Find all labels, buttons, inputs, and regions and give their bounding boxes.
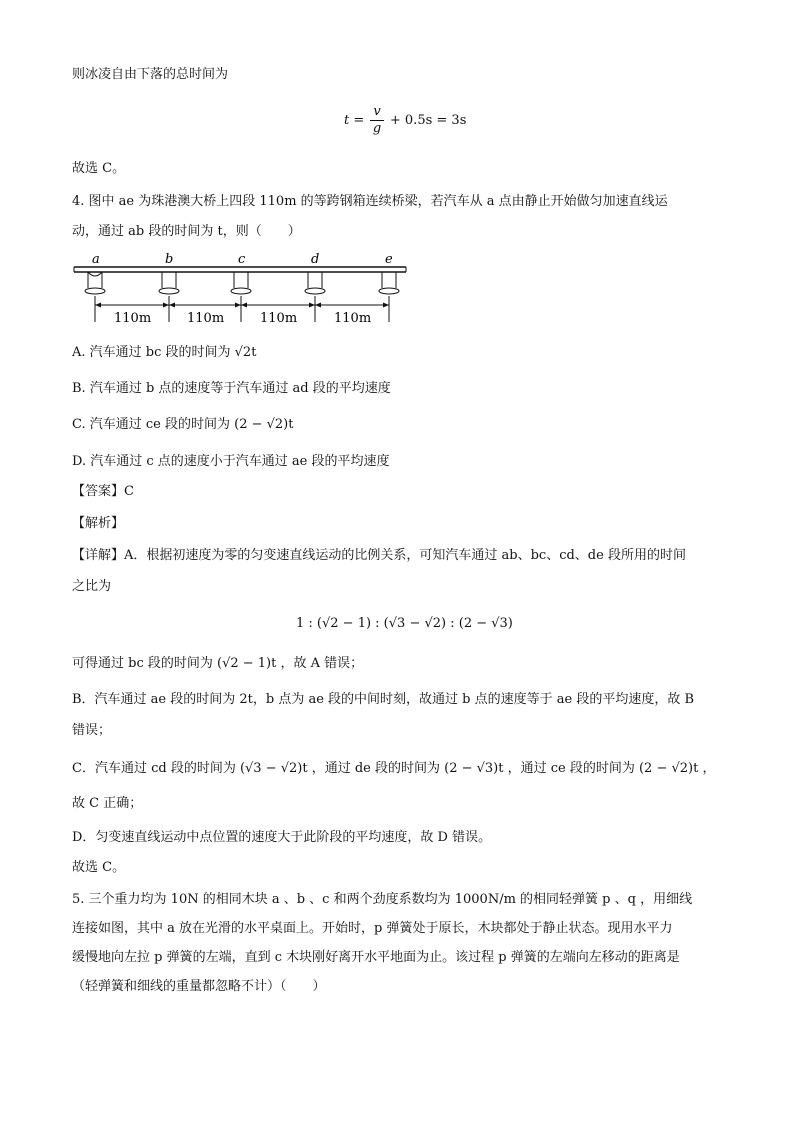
point-label-b: b	[165, 252, 174, 267]
ratio-formula: 1 : (√2 − 1) : (√3 − √2) : (2 − √3)	[296, 616, 513, 631]
detail-line1: 【详解】A．根据初速度为零的匀变速直线运动的比例关系，可知汽车通过 ab、bc、cd、de 段所用的时间	[72, 548, 686, 563]
span-label-2: 110m	[187, 311, 225, 326]
point-label-c: c	[238, 252, 246, 267]
option-b: B. 汽车通过 b 点的速度等于汽车通过 ad 段的平均速度	[72, 381, 391, 396]
analysis-heading: 【解析】	[72, 516, 125, 531]
time-formula	[344, 104, 466, 137]
fraction	[370, 104, 383, 137]
detail-c-line1: C．汽车通过 cd 段的时间为 (√3 − √2)t ，通过 de 段的时间为 (2 − √3)t ，通过 ce 段的时间为 (2 − √2)t ，	[72, 761, 716, 776]
option-d: D. 汽车通过 c 点的速度小于汽车通过 ae 段的平均速度	[72, 454, 390, 469]
bridge-figure	[72, 250, 412, 330]
point-label-a: a	[92, 252, 100, 267]
question-5-line3: 缓慢地向左拉 p 弹簧的左端，直到 c 木块刚好离开水平地面为止。该过程 p 弹簧的左端向左移动的距离是	[72, 950, 680, 965]
fraction-numerator: v	[370, 104, 383, 121]
text-line: 则冰凌自由下落的总时间为	[72, 67, 229, 82]
pier-b	[159, 272, 179, 294]
formula-lhs: t =	[344, 113, 365, 128]
pier-e	[379, 272, 399, 294]
formula-rhs: + 0.5s = 3s	[389, 113, 467, 128]
detail-d: D．匀变速直线运动中点位置的速度大于此阶段的平均速度，故 D 错误。	[72, 830, 492, 845]
span-label-3: 110m	[260, 311, 298, 326]
question-5-line1: 5. 三个重力均为 10N 的相同木块 a 、b 、c 和两个劲度系数均为 1000N/m 的相同轻弹簧 p 、q ，用细线	[72, 892, 693, 907]
detail-line2: 之比为	[72, 579, 112, 594]
detail-a-result: 可得通过 bc 段的时间为 (√2 − 1)t ，故 A 错误；	[72, 656, 364, 671]
pier-d	[305, 272, 325, 294]
fraction-denominator: g	[372, 121, 382, 136]
pier-a	[85, 272, 105, 294]
detail-b-line2: 错误；	[72, 723, 112, 738]
question-5-line4: （轻弹簧和细线的重量都忽略不计）（ ）	[72, 979, 326, 994]
detail-c-line2: 故 C 正确；	[72, 796, 143, 811]
point-label-e: e	[385, 252, 393, 267]
question-5-line2: 连接如图，其中 a 放在光滑的水平桌面上。开始时，p 弹簧处于原长，木块都处于静止状态。现用水平力	[72, 921, 673, 936]
detail-b-line1: B．汽车通过 ae 段的时间为 2t，b 点为 ae 段的中间时刻，故通过 b 点的速度等于 ae 段的平均速度，故 B	[72, 692, 695, 707]
option-c: C. 汽车通过 ce 段的时间为 (2 − √2)t	[72, 417, 294, 432]
point-label-d: d	[311, 252, 320, 267]
question-4-stem-line1: 4. 图中 ae 为珠港澳大桥上四段 110m 的等跨钢箱连续桥梁，若汽车从 a 点由静止开始做匀加速直线运	[72, 194, 668, 209]
question-4-stem-line2: 动，通过 ab 段的时间为 t，则（ ）	[72, 224, 301, 239]
conclusion: 故选 C。	[72, 860, 126, 875]
span-label-1: 110m	[114, 311, 152, 326]
pier-c	[231, 272, 251, 294]
answer-label: 【答案】C	[72, 484, 134, 499]
option-a: A. 汽车通过 bc 段的时间为 √2t	[72, 345, 257, 360]
conclusion: 故选 C。	[72, 161, 126, 176]
span-label-4: 110m	[334, 311, 372, 326]
